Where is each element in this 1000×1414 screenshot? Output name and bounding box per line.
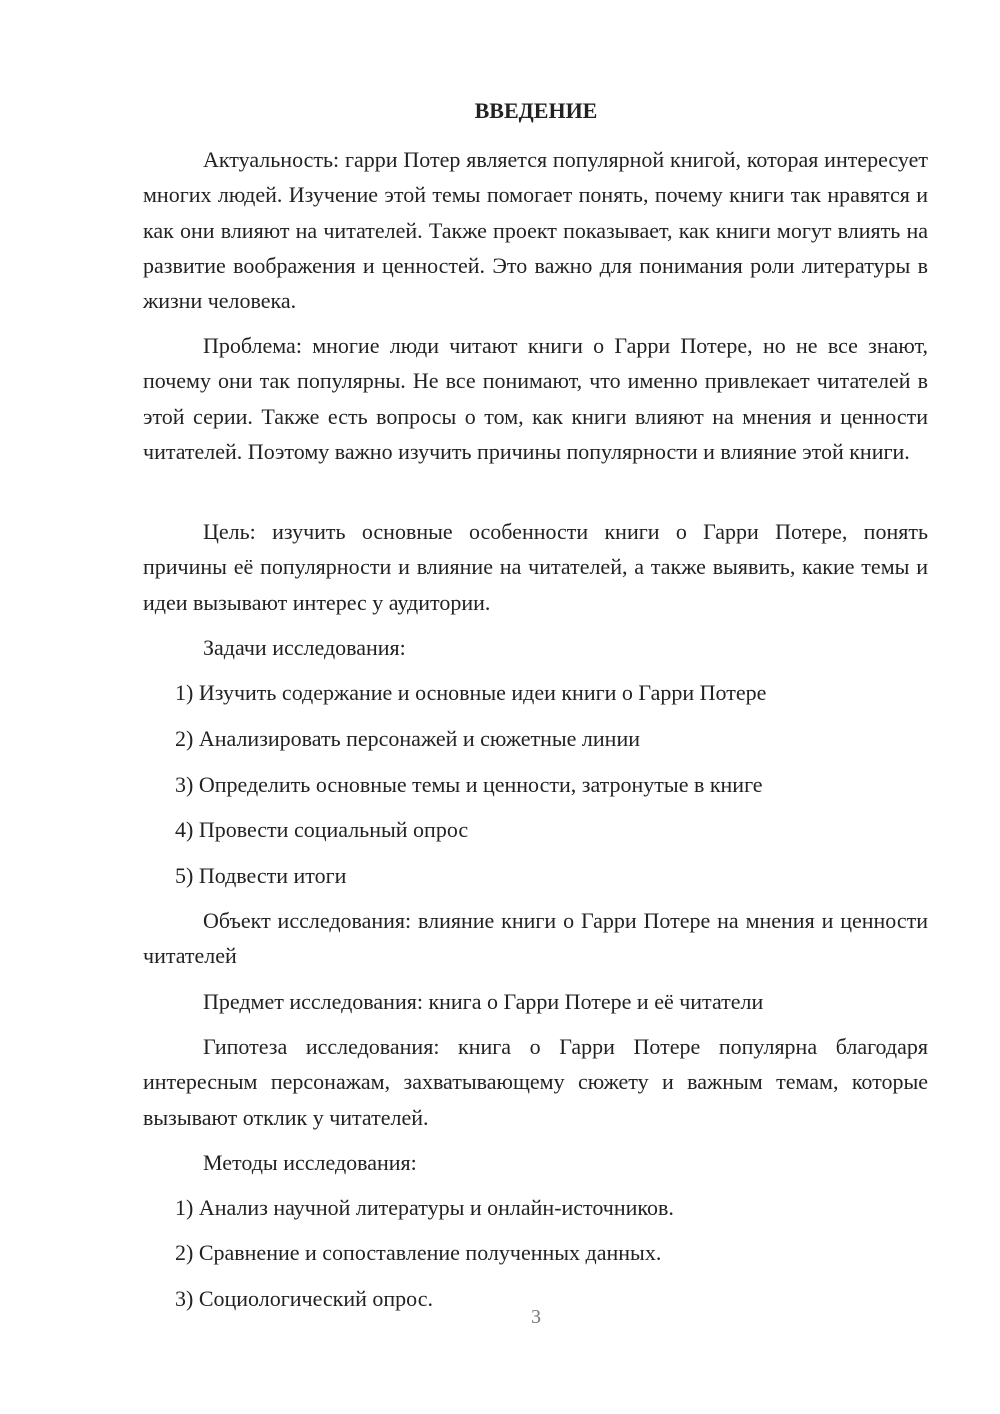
- methods-heading: Методы исследования:: [203, 1150, 417, 1175]
- task-item: 2) Анализировать персонажей и сюжетные линии: [175, 726, 640, 751]
- task-item: 3) Определить основные темы и ценности, затронутые в книге: [175, 772, 763, 797]
- method-item: 3) Социологический опрос.: [175, 1286, 433, 1311]
- page-number: 3: [531, 1306, 541, 1328]
- method-item: 2) Сравнение и сопоставление полученных данных.: [175, 1240, 662, 1265]
- task-item: 1) Изучить содержание и основные идеи книги о Гарри Потере: [175, 680, 767, 705]
- relevance-paragraph: Актуальность: гарри Потер является популярной книгой, которая интересует многих людей. Изучение этой темы помогает понять, почему книги так нравятся и как они влияют на читателей. Также проект показывает, как книги могут влиять на развитие воображения и ценностей. Это важно для понимания роли литературы в жизни человека.: [143, 147, 928, 314]
- hypothesis-paragraph: Гипотеза исследования: книга о Гарри Потере популярна благодаря интересным персонажам, захватывающему сюжету и важным темам, которые вызывают отклик у читателей.: [143, 1034, 928, 1130]
- tasks-heading: Задачи исследования:: [203, 635, 406, 660]
- goal-paragraph: Цель: изучить основные особенности книги о Гарри Потере, понять причины её популярности и влияние на читателей, а также выявить, какие темы и идеи вызывают интерес у аудитории.: [143, 519, 928, 615]
- task-item: 5) Подвести итоги: [175, 863, 347, 888]
- task-item: 4) Провести социальный опрос: [175, 817, 469, 842]
- problem-paragraph: Проблема: многие люди читают книги о Гарри Потере, но не все знают, почему они так популярны. Не все понимают, что именно привлекает читателей в этой серии. Также есть вопросы о том, как книги влияют на мнения и ценности читателей. Поэтому важно изучить причины популярности и влияние этой книги.: [143, 333, 928, 464]
- section-title: ВВЕДЕНИЕ: [474, 98, 598, 123]
- method-item: 1) Анализ научной литературы и онлайн-источников.: [175, 1195, 674, 1220]
- object-paragraph: Объект исследования: влияние книги о Гарри Потере на мнения и ценности читателей: [143, 908, 928, 969]
- subject-paragraph: Предмет исследования: книга о Гарри Потере и её читатели: [203, 989, 764, 1014]
